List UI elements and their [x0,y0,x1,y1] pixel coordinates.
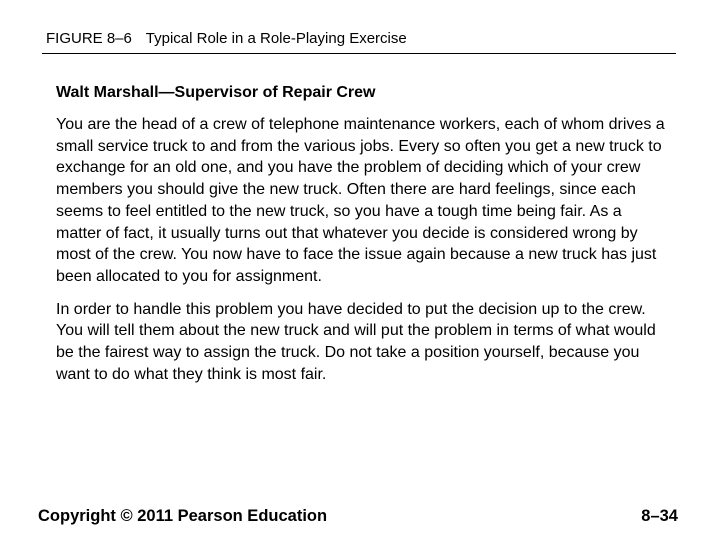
role-paragraph-2: In order to handle this problem you have decided to put the decision up to the crew. You will tell them about the new truck and will put the problem in terms of what would be the fairest way to assign the truck. Do not take a position yourself, because you want to do what they think is most fair. [56,300,656,383]
header-divider [42,53,676,54]
role-description [56,82,671,396]
figure-label: FIGURE 8–6 [46,30,132,47]
figure-title: Typical Role in a Role-Playing Exercise [145,30,407,47]
role-paragraph-1: You are the head of a crew of telephone maintenance workers, each of whom drives a small service truck to and from the various jobs. Every so often you get a new truck to exchange for an old one, and you have the problem of deciding which of your crew members you should give the new truck. Often there are hard feelings, since each seems to feel entitled to the new truck, so you have a tough time being fair. As a matter of fact, it usually turns out that whatever you decide is considered wrong by most of the crew. You now have to face the issue again because a new truck has just been allocated to you for assignment. [56,116,665,285]
copyright-notice: Copyright © 2011 Pearson Education [38,507,328,525]
figure-header [46,28,674,50]
role-title: Walt Marshall—Supervisor of Repair Crew [56,84,376,101]
page-number: 8–34 [641,507,678,525]
